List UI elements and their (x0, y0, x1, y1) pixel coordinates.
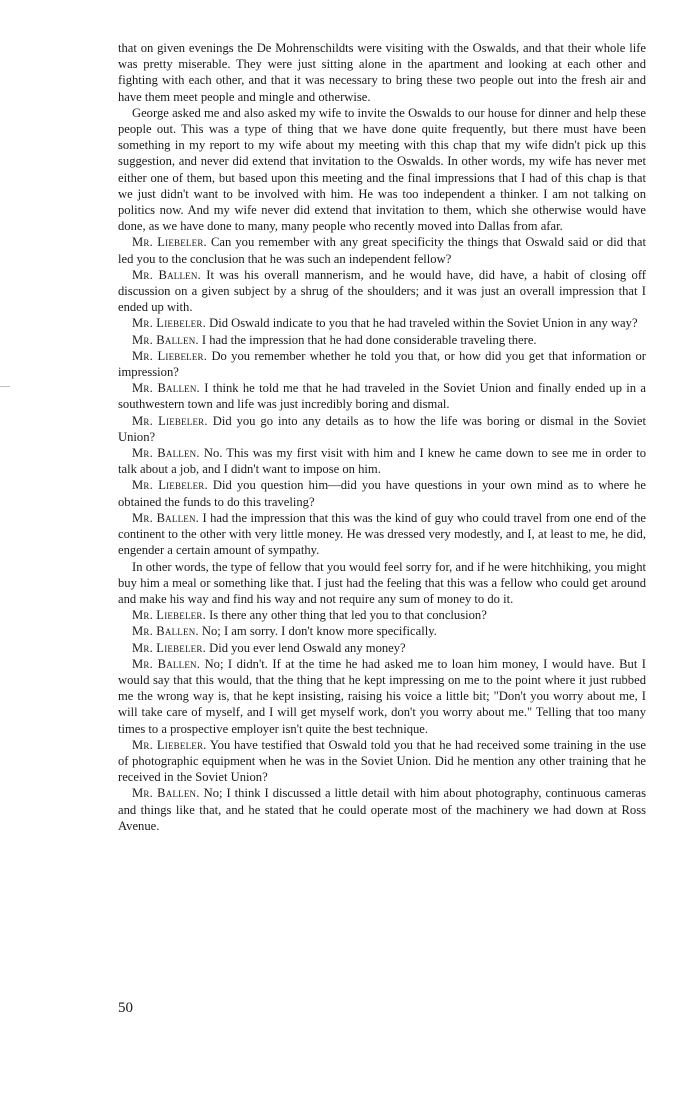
paragraph (118, 737, 646, 786)
paragraph (118, 607, 646, 623)
paragraph (118, 234, 646, 266)
page-number: 50 (118, 1000, 133, 1016)
paragraph-text: You have testified that Oswald told you that he had received some training in the use of photographic equipment when he was in the Soviet Union. Did he mention any other training that he received in the Soviet Union? (118, 737, 646, 785)
speaker-name: Mr. Ballen. (132, 624, 199, 639)
speaker-name: Mr. Ballen. (132, 381, 200, 396)
speaker-name: Mr. Liebeler. (132, 316, 206, 331)
speaker-name: Mr. Liebeler. (132, 413, 208, 428)
speaker-name: Mr. Ballen. (132, 656, 201, 671)
paragraph-text: George asked me and also asked my wife to invite the Oswalds to our house for dinner and help these people out. This was a type of thing that we have done quite frequently, but there must have been something in my report to my wife about my meeting with this chap that my wife didn't pick up this suggestion, and never did extend that invitation to the Oswalds. In other words, my wife has never met either one of them, but based upon this meeting and the final impressions that I had of this chap is that we just didn't want to be involved with him. He was too independent a thinker. I am not talking on politics now. And my wife never did extend that invitation to them, which she otherwise would have done, as we have done to many, many people who recently moved into Dallas from afar. (118, 105, 646, 234)
paragraph (118, 656, 646, 737)
speaker-name: Mr. Ballen. (132, 267, 201, 282)
paragraph-text: Did you ever lend Oswald any money? (209, 640, 406, 655)
paragraph (118, 623, 646, 639)
paragraph (118, 785, 646, 834)
paragraph (118, 348, 646, 380)
paragraph-text: Did you question him—did you have questions in your own mind as to where he obtained the funds to do this traveling? (118, 478, 647, 509)
paragraph-text: No; I think I discussed a little detail with him about photography, continuous cameras and things like that, and he stated that he could operate most of the machinery we had down at Ross Avenue. (118, 786, 647, 833)
paragraph-text: that on given evenings the De Mohrenschildts were visiting with the Oswalds, and that their whole life was pretty miserable. They were just sitting alone in the apartment and looking at each other and fighting with each other, and that it was necessary to bring these two people out into the fresh air and have them meet people and mingle and otherwise. (118, 41, 646, 104)
paragraph (118, 559, 646, 608)
paragraph-text: Is there any other thing that led you to that conclusion? (209, 608, 487, 623)
paragraph (118, 40, 646, 105)
paragraph (118, 445, 646, 477)
paragraph (118, 477, 646, 509)
paragraph (118, 380, 646, 412)
paragraph-text: I had the impression that he had done considerable traveling there. (201, 332, 537, 347)
paragraph (118, 332, 646, 348)
speaker-name: Mr. Liebeler. (132, 737, 207, 752)
paragraph (118, 315, 646, 331)
document-body (118, 40, 646, 834)
margin-mark (0, 386, 10, 387)
speaker-name: Mr. Ballen. (132, 786, 200, 801)
paragraph-text: I had the impression that this was the kind of guy who could travel from one end of the continent to the other with very little money. He was dressed very modestly, and I, at least to me, he did, engender a certain amount of sympathy. (118, 510, 646, 558)
speaker-name: Mr. Liebeler. (132, 478, 208, 493)
paragraph-text: Do you remember whether he told you that, or how did you get that information or impression? (118, 348, 646, 380)
paragraph-text: It was his overall mannerism, and he would have, did have, a habit of closing off discussion on a given subject by a shrug of the shoulders; and it was just an overall impression that I ended up with. (118, 267, 646, 315)
paragraph-text: No; I am sorry. I don't know more specifically. (201, 624, 437, 639)
paragraph (118, 105, 646, 235)
speaker-name: Mr. Liebeler. (132, 640, 206, 655)
paragraph-text: No; I didn't. If at the time he had asked me to loan him money, I would have. But I would say that this would, that the thing that he kept impressing on me to the point where it just rubbed me the wrong way is, that he kept insisting, raising his voice a little bit; "Don't you worry about me, I will take care of myself, and I will get myself work, don't you worry about me." Telling that too many times to a prospective employer isn't quite the best technique. (118, 656, 646, 736)
paragraph-text: Did Oswald indicate to you that he had traveled within the Soviet Union in any way? (209, 316, 638, 331)
speaker-name: Mr. Ballen. (132, 332, 199, 347)
speaker-name: Mr. Ballen. (132, 510, 200, 525)
speaker-name: Mr. Liebeler. (132, 608, 206, 623)
paragraph (118, 510, 646, 559)
paragraph (118, 413, 646, 445)
speaker-name: Mr. Liebeler. (132, 348, 208, 363)
speaker-name: Mr. Ballen. (132, 446, 200, 461)
paragraph (118, 267, 646, 316)
paragraph-text: Can you remember with any great specificity the things that Oswald said or did that led you to the conclusion that he was such an independent fellow? (118, 235, 646, 266)
paragraph-text: Did you go into any details as to how the life was boring or dismal in the Soviet Union? (118, 413, 646, 444)
paragraph (118, 640, 646, 656)
speaker-name: Mr. Liebeler. (132, 235, 207, 250)
paragraph-text: No. This was my first visit with him and I knew he came down to see me in order to talk about a job, and I didn't want to impose on him. (118, 446, 646, 477)
paragraph-text: In other words, the type of fellow that you would feel sorry for, and if he were hitchhiking, you might buy him a meal or something like that. I just had the feeling that this was a fellow who could get around and make his way and find his way and not require any sum of money to do it. (118, 559, 646, 606)
paragraph-text: I think he told me that he had traveled in the Soviet Union and finally ended up in a southwestern town and life was just incredibly boring and dismal. (118, 381, 646, 412)
